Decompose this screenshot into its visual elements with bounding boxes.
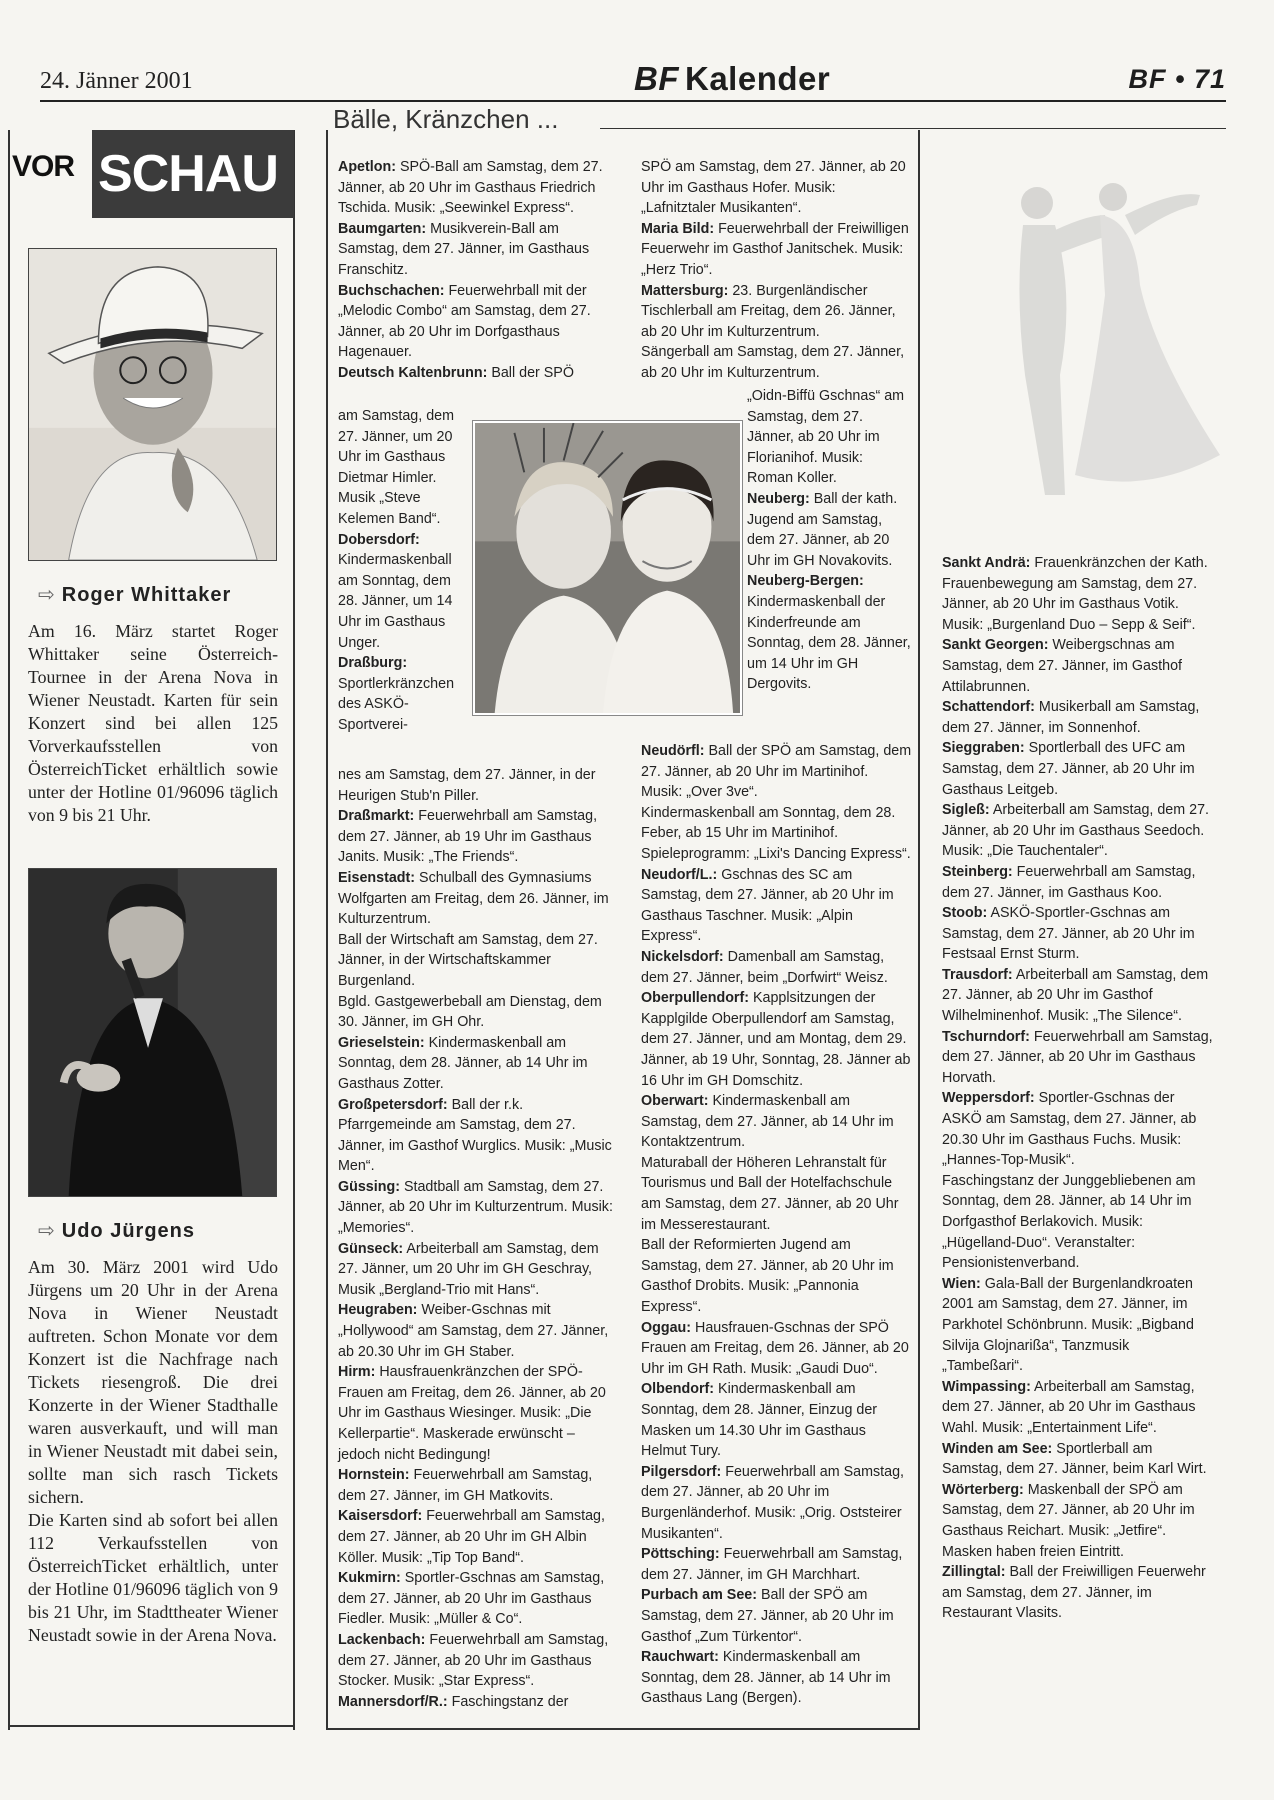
- event-text: Feuerwehrball am Samstag, dem 27. Jänner, ab 20 Uhr im Gasthaus Horvath.: [942, 1028, 1213, 1086]
- event-text: Kindermaskenball am Sonntag, dem 28. Jänner, ab 14 Uhr im Gasthaus Lang (Bergen).: [641, 1649, 891, 1707]
- event-place: Winden am See:: [942, 1440, 1053, 1457]
- udo-juergens-heading: [38, 1218, 195, 1243]
- event-place: Kaisersdorf:: [338, 1508, 423, 1525]
- event-entry: [747, 386, 913, 489]
- event-entry: [942, 553, 1214, 635]
- event-text: Ball der Freiwilligen Feuerwehr am Samstag, dem 27. Jänner, im Restaurant Vlasits.: [942, 1564, 1206, 1622]
- event-entry: [641, 947, 913, 988]
- event-place: Schattendorf:: [942, 699, 1035, 716]
- event-text: Ball der SPÖ: [487, 364, 574, 381]
- event-text: Ball der Reformierten Jugend am Samstag, dem 27. Jänner, ab 20 Uhr im Gasthof Drobits. Musik: „Pannonia Express“.: [641, 1237, 894, 1316]
- event-entry: [641, 157, 913, 219]
- event-text: Musikverein-Ball am Samstag, dem 27. Jänner, im Gasthaus Franschitz.: [338, 220, 590, 278]
- arrow-right-icon: ⇨: [38, 1220, 56, 1242]
- event-place: Draßmarkt:: [338, 808, 415, 825]
- event-entry: [942, 965, 1214, 1027]
- event-text: Musikerball am Samstag, dem 27. Jänner, im Sonnenhof.: [942, 699, 1200, 736]
- event-place: Olbendorf:: [641, 1381, 715, 1398]
- event-place: Apetlon:: [338, 159, 396, 175]
- event-entry: [338, 930, 616, 992]
- event-place: Sankt Andrä:: [942, 555, 1031, 571]
- event-entry: [338, 1177, 616, 1239]
- event-place: Nickelsdorf:: [641, 948, 724, 965]
- event-text: Kindermaskenball am Sonntag, dem 28. Jänner, Einzug der Masken um 14.30 Uhr im Gasthaus Helmut Tury.: [641, 1381, 878, 1460]
- left-column-border: [8, 130, 10, 1730]
- event-entry: [942, 1171, 1214, 1274]
- event-entry: [641, 741, 913, 803]
- arrow-right-icon: ⇨: [38, 584, 56, 606]
- event-text: Frauenkränzchen der Kath. Frauenbewegung am Samstag, dem 27. Jänner, ab 20 Uhr im Gasthaus Votik. Musik: „Burgenland Duo – Sepp & Seif“.: [942, 555, 1208, 633]
- event-place: Purbach am See:: [641, 1587, 758, 1604]
- event-entry: [338, 806, 616, 868]
- event-entry: [641, 1585, 913, 1647]
- event-text: Kindermaskenball am Samstag, dem 27. Jänner, ab 14 Uhr im Kontaktzentrum.: [641, 1093, 894, 1151]
- brand-logo: BF: [634, 60, 679, 97]
- event-place: Stoob:: [942, 905, 988, 922]
- event-entry: [338, 1465, 616, 1506]
- event-entry: [747, 571, 913, 695]
- event-text: Faschingstanz der: [447, 1693, 569, 1710]
- udo-juergens-text: Am 30. März 2001 wird Udo Jürgens um 20 Uhr in der Arena Nova in Wiener Neustadt auftreten. Schon Monate vor dem Konzert ist die Nachfrage nach Tickets riesengroß. Die drei Konzerte in der Wiener Stadthalle waren ausverkauft, und will man in Wiener Neustadt mit dabei sein, sollte man sich rasch Tickets sichern.: [28, 1257, 278, 1507]
- event-entry: [641, 1647, 913, 1709]
- event-text: Maskenball der SPÖ am Samstag, dem 27. Jänner, ab 20 Uhr im Gasthaus Reichart. Musik: „Jetfire“. Masken haben freien Eintritt.: [942, 1481, 1195, 1560]
- event-text: Feuerwehrball am Samstag, dem 27. Jänner, ab 19 Uhr im Gasthaus Janits. Musik: „The Friends“.: [338, 808, 598, 866]
- event-place: Kukmirn:: [338, 1570, 401, 1587]
- event-text: Damenball am Samstag, dem 27. Jänner, beim „Dorfwirt“ Weisz.: [641, 948, 888, 986]
- udo-juergens-text-2: Die Karten sind ab sofort bei allen 112 Verkaufsstellen von ÖsterreichTicket erhältlich, unter der Hotline 01/96096 täglich von 9 bis 21 Uhr, im Stadttheater Wiener Neustadt sowie in der Arena Nova.: [28, 1510, 278, 1645]
- event-text: Stadtball am Samstag, dem 27. Jänner, ab 20 Uhr im Kulturzentrum. Musik: „Memories“.: [338, 1178, 613, 1237]
- event-place: Güssing:: [338, 1178, 400, 1195]
- event-entry: [338, 219, 616, 281]
- event-entry: [338, 1568, 616, 1630]
- event-entry: [747, 489, 913, 571]
- event-place: Lackenbach:: [338, 1631, 426, 1648]
- column-divider: [293, 130, 295, 1730]
- event-entry: [338, 281, 616, 363]
- event-text: Arbeiterball am Samstag, dem 27. Jänner, um 20 Uhr im GH Geschray, Musik „Bergland-Trio mit Hans“.: [338, 1240, 599, 1298]
- event-place: Neudorf/L.:: [641, 866, 718, 883]
- event-place: Hornstein:: [338, 1467, 410, 1484]
- event-text: Sängerball am Samstag, dem 27. Jänner, ab 20 Uhr im Kulturzentrum.: [641, 344, 905, 381]
- event-text: am Samstag, dem 27. Jänner, um 20 Uhr im Gasthaus Dietmar Himler. Musik „Steve Kelemen Band“.: [338, 408, 455, 527]
- event-text: Sportlerball am Samstag, dem 27. Jänner, beim Karl Wirt.: [942, 1440, 1207, 1478]
- event-text: 23. Burgenländischer Tischlerball am Freitag, dem 26. Jänner, ab 20 Uhr im Kulturzentrum.: [641, 282, 896, 340]
- dancing-couple-illustration: [985, 175, 1225, 505]
- event-entry: [942, 1274, 1214, 1377]
- event-entry: [641, 342, 913, 383]
- event-text: Ball der SPÖ am Samstag, dem 27. Jänner, ab 20 Uhr im Gasthof „Zum Türkentor“.: [641, 1587, 894, 1645]
- event-text: Sportler-Gschnas der ASKÖ am Samstag, dem 27. Jänner, ab 20.30 Uhr im Gasthaus Fuchs. Musik: „Hannes-Top-Musik“.: [942, 1090, 1197, 1169]
- calendar-col2-wrap: [747, 386, 913, 695]
- event-place: Wörterberg:: [942, 1481, 1024, 1498]
- event-text: Faschingstanz der Junggebliebenen am Sonntag, dem 28. Jänner, ab 14 Uhr im Dorfgasthof Berlakovich. Musik: „Hügelland-Duo“. Veranstalter: Pensionistenverband.: [942, 1172, 1196, 1272]
- event-text: Feuerwehrball am Samstag, dem 27. Jänner, im Gasthaus Koo.: [942, 863, 1196, 901]
- event-entry: [338, 406, 466, 530]
- calendar-col1-wrap: [338, 406, 466, 736]
- left-column-bottom-rule: [8, 1725, 294, 1727]
- event-entry: [338, 363, 616, 384]
- event-entry: [641, 1153, 913, 1235]
- calendar-col2-top: [641, 157, 913, 384]
- event-entry: [338, 653, 466, 735]
- event-entry: [338, 1506, 616, 1568]
- event-text: Ball der Wirtschaft am Samstag, dem 27. Jänner, in der Wirtschaftskammer Burgenland.: [338, 931, 598, 989]
- event-entry: [942, 635, 1214, 697]
- event-place: Eisenstadt:: [338, 869, 416, 886]
- roger-whittaker-heading: [38, 582, 231, 607]
- event-entry: [338, 1630, 616, 1692]
- event-entry: [942, 1088, 1214, 1170]
- event-place: Neudörfl:: [641, 743, 705, 759]
- section-rule: [600, 128, 1226, 129]
- event-text: Feuerwehrball am Samstag, dem 27. Jänner, ab 20 Uhr im Gasthaus Stocker. Musik: „Star Express“.: [338, 1631, 609, 1690]
- event-entry: [641, 1462, 913, 1544]
- event-text: Ball der r.k. Pfarrgemeinde am Samstag, dem 27. Jänner, im Gasthof Wurglics. Musik: „Music Men“.: [338, 1096, 612, 1175]
- event-text: Kindermaskenball am Sonntag, dem 28. Jänner, um 14 Uhr im Gasthaus Unger.: [338, 552, 453, 651]
- event-text: Sportler-Gschnas am Samstag, dem 27. Jänner, ab 20 Uhr im Gasthaus Fiedler. Musik: „Müller & Co“.: [338, 1570, 605, 1628]
- event-place: Steinberg:: [942, 863, 1013, 880]
- event-text: „Oidn-Biffü Gschnas“ am Samstag, dem 27. Jänner, ab 20 Uhr im Florianihof. Musik: Roman Koller.: [747, 388, 905, 487]
- vorschau-schau: SCHAU: [92, 130, 294, 218]
- event-place: Pöttsching:: [641, 1546, 720, 1563]
- event-place: Buchschachen:: [338, 282, 445, 299]
- event-text: Weibergschnas am Samstag, dem 27. Jänner, im Gasthof Attilabrunnen.: [942, 637, 1182, 695]
- event-entry: [641, 1379, 913, 1461]
- event-text: Schulball des Gymnasiums Wolfgarten am Freitag, dem 26. Jänner, im Kulturzentrum.: [338, 869, 609, 928]
- event-place: Weppersdorf:: [942, 1090, 1035, 1107]
- vorschau-vor: VOR: [12, 150, 75, 183]
- event-text: Feuerwehrball am Samstag, dem 27. Jänner, ab 20 Uhr im GH Albin Köller. Musik: „Tip Top Band“.: [338, 1508, 605, 1566]
- event-entry: [942, 1562, 1214, 1624]
- event-place: Mattersburg:: [641, 282, 729, 299]
- event-entry: [338, 1692, 616, 1713]
- section-heading: Bälle, Kränzchen ...: [333, 104, 566, 135]
- page-number: BF • 71: [1128, 64, 1226, 94]
- event-text: Weiber-Gschnas mit „Hollywood“ am Samstag, dem 27. Jänner, ab 20.30 Uhr im GH Staber.: [338, 1302, 609, 1360]
- calendar-col1-bottom: [338, 765, 616, 1712]
- event-text: Bgld. Gastgewerbeball am Dienstag, dem 30. Jänner, im GH Ohr.: [338, 993, 602, 1031]
- event-text: Sportlerball des UFC am Samstag, dem 27. Jänner, ab 20 Uhr im Gasthaus Leitgeb.: [942, 740, 1195, 798]
- event-entry: [338, 1362, 616, 1465]
- event-entry: [641, 1544, 913, 1585]
- event-entry: [338, 992, 616, 1033]
- calendar-label: Kalender: [685, 60, 831, 97]
- event-entry: [641, 988, 913, 1091]
- event-entry: [942, 1439, 1214, 1480]
- calendar-col3: [942, 553, 1214, 1624]
- event-place: Trausdorf:: [942, 966, 1013, 983]
- event-text: Arbeiterball am Samstag, dem 27. Jänner, ab 20 Uhr im Gasthof Wilhelminenhof. Musik: „The Silence“.: [942, 966, 1209, 1025]
- event-entry: [338, 1033, 616, 1095]
- event-text: Kindermaskenball der Kinderfreunde am Sonntag, dem 28. Jänner, um 14 Uhr im GH Dergovits.: [747, 593, 911, 693]
- event-place: Oberpullendorf:: [641, 990, 750, 1007]
- event-place: Pilgersdorf:: [641, 1463, 722, 1480]
- event-place: Deutsch Kaltenbrunn:: [338, 364, 488, 381]
- event-place: Großpetersdorf:: [338, 1096, 448, 1113]
- event-entry: [641, 1235, 913, 1317]
- event-entry: [942, 738, 1214, 800]
- event-entry: [942, 903, 1214, 965]
- event-entry: [942, 800, 1214, 862]
- event-text: Sportlerkränzchen des ASKÖ-Sportverei-: [338, 675, 455, 733]
- event-text: Kindermaskenball am Sonntag, dem 28. Jänner, ab 14 Uhr im Gasthaus Zotter.: [338, 1034, 588, 1092]
- event-text: Arbeiterball am Samstag, dem 27. Jänner, ab 20 Uhr im Gasthaus Seedoch. Musik: „Die Tauchentaler“.: [942, 802, 1209, 860]
- calendar-col2-bottom: [641, 741, 913, 1709]
- calendar-col1-top: [338, 157, 616, 384]
- event-text: Ball der kath. Jugend am Samstag, dem 27. Jänner, ab 20 Uhr im GH Novakovits.: [747, 490, 898, 569]
- event-text: ASKÖ-Sportler-Gschnas am Samstag, dem 27. Jänner, ab 20 Uhr im Festsaal Ernst Sturm.: [942, 905, 1195, 963]
- event-entry: [338, 1095, 616, 1177]
- udo-juergens-photo: [28, 868, 277, 1197]
- header-rule: [40, 100, 1226, 102]
- event-text: Ball der SPÖ am Samstag, dem 27. Jänner, ab 20 Uhr im Martinihof. Musik: „Over 3ve“.: [641, 743, 912, 801]
- event-entry: [641, 865, 913, 947]
- event-text: Feuerwehrball der Freiwilligen Feuerwehr im Gasthof Janitschek. Musik: „Herz Trio“.: [641, 220, 909, 278]
- event-place: Grieselstein:: [338, 1034, 425, 1051]
- event-text: SPÖ am Samstag, dem 27. Jänner, ab 20 Uhr im Gasthaus Hofer. Musik: „Lafnitztaler Musikanten“.: [641, 159, 906, 217]
- event-entry: [942, 1480, 1214, 1562]
- event-place: Draßburg:: [338, 655, 408, 672]
- event-entry: [942, 1377, 1214, 1439]
- event-place: Rauchwart:: [641, 1649, 719, 1666]
- event-text: Kindermaskenball am Sonntag, dem 28. Feber, ab 15 Uhr im Martinihof. Spieleprogramm: „Lixi's Dancing Express“.: [641, 804, 911, 862]
- event-place: Maria Bild:: [641, 220, 715, 237]
- event-entry: [338, 530, 466, 654]
- roger-whittaker-photo: [28, 248, 277, 561]
- event-place: Wimpassing:: [942, 1378, 1031, 1395]
- event-place: Sigleß:: [942, 802, 990, 819]
- vorschau-banner: [4, 130, 294, 218]
- event-place: Zillingtal:: [942, 1564, 1006, 1581]
- event-entry: [942, 1027, 1214, 1089]
- event-entry: [641, 1318, 913, 1380]
- calendar-right-border: [918, 130, 920, 1730]
- ball-girls-photo: [473, 421, 742, 715]
- event-text: Arbeiterball am Samstag, dem 27. Jänner, ab 20 Uhr im Gasthaus Wahl. Musik: „Entertainment Life“.: [942, 1378, 1196, 1436]
- event-text: nes am Samstag, dem 27. Jänner, in der Heurigen Stub'n Piller.: [338, 767, 596, 804]
- event-text: SPÖ-Ball am Samstag, dem 27. Jänner, ab 20 Uhr im Gasthaus Friedrich Tschida. Musik: „Seewinkel Express“.: [338, 159, 603, 217]
- event-entry: [338, 765, 616, 806]
- event-place: Baumgarten:: [338, 220, 427, 237]
- event-place: Neuberg-Bergen:: [747, 573, 864, 590]
- event-text: Gala-Ball der Burgenlandkroaten 2001 am Samstag, dem 27. Jänner, im Parkhotel Schönbrunn. Musik: „Bigband Silvija Glojnarißa“, Tanzmusik „Tambeßari“.: [942, 1275, 1194, 1375]
- event-place: Neuberg:: [747, 490, 810, 507]
- story-title: Roger Whittaker: [61, 584, 232, 606]
- event-place: Tschurndorf:: [942, 1028, 1030, 1045]
- event-text: Maturaball der Höheren Lehranstalt für Tourismus und Ball der Hotelfachschule am Samstag, dem 27. Jänner, ab 20 Uhr im Messerestaurant.: [641, 1154, 899, 1233]
- story-title: Udo Jürgens: [61, 1220, 196, 1242]
- event-place: Dobersdorf:: [338, 531, 420, 548]
- event-entry: [338, 1239, 616, 1301]
- event-place: Oggau:: [641, 1319, 692, 1336]
- calendar-left-border: [326, 130, 328, 1730]
- event-entry: [641, 281, 913, 343]
- event-place: Sieggraben:: [942, 740, 1025, 757]
- event-text: Gschnas des SC am Samstag, dem 27. Jänner, ab 20 Uhr im Gasthaus Taschner. Musik: „Alpin Express“.: [641, 866, 894, 945]
- event-text: Feuerwehrball mit der „Melodic Combo“ am Samstag, dem 27. Jänner, ab 20 Uhr im Dorfgasthaus Hagenauer.: [338, 282, 591, 361]
- event-entry: [641, 803, 913, 865]
- calendar-bottom-rule: [326, 1728, 919, 1730]
- event-text: Hausfrauenkränzchen der SPÖ-Frauen am Freitag, dem 26. Jänner, ab 20 Uhr im Gasthaus Wiesinger. Musik: „Die Kellerpartie“. Maskerade erwünscht – jedoch nicht Bedingung!: [338, 1364, 606, 1463]
- event-entry: [641, 219, 913, 281]
- event-entry: [942, 862, 1214, 903]
- event-entry: [942, 697, 1214, 738]
- magazine-title: [634, 60, 830, 98]
- event-entry: [338, 1300, 616, 1362]
- event-place: Hirm:: [338, 1364, 376, 1381]
- event-text: Kapplsitzungen der Kapplgilde Oberpullendorf am Samstag, dem 27. Jänner, und am Montag, dem 29. Jänner, ab 19 Uhr, Sonntag, 28. Jänner ab 16 Uhr im GH Domschitz.: [641, 990, 911, 1089]
- event-place: Oberwart:: [641, 1093, 709, 1110]
- issue-date: 24. Jänner 2001: [40, 68, 193, 94]
- event-text: Feuerwehrball am Samstag, dem 27. Jänner, im GH Marchhart.: [641, 1546, 903, 1583]
- event-entry: [338, 157, 616, 219]
- event-place: Günseck:: [338, 1240, 404, 1257]
- event-place: Mannersdorf/R.:: [338, 1693, 448, 1710]
- event-entry: [338, 868, 616, 930]
- roger-whittaker-text: Am 16. März startet Roger Whittaker seine Österreich-Tournee in der Arena Nova in Wiener Neustadt. Karten für sein Konzert sind bei allen 125 Vorverkaufsstellen von ÖsterreichTicket erhältlich sowie unter der Hotline 01/96096 täglich von 9 bis 21 Uhr.: [28, 621, 278, 825]
- event-text: Feuerwehrball am Samstag, dem 27. Jänner, ab 20 Uhr im Burgenländerhof. Musik: „Orig. Oststeirer Musikanten“.: [641, 1463, 904, 1542]
- event-place: Heugraben:: [338, 1302, 418, 1319]
- event-place: Wien:: [942, 1275, 981, 1292]
- event-text: Hausfrauen-Gschnas der SPÖ Frauen am Freitag, dem 26. Jänner, ab 20 Uhr im GH Rath. Musik: „Gaudi Duo“.: [641, 1319, 909, 1377]
- event-entry: [641, 1091, 913, 1153]
- event-text: Feuerwehrball am Samstag, dem 27. Jänner, im GH Matkovits.: [338, 1467, 593, 1504]
- event-place: Sankt Georgen:: [942, 637, 1049, 654]
